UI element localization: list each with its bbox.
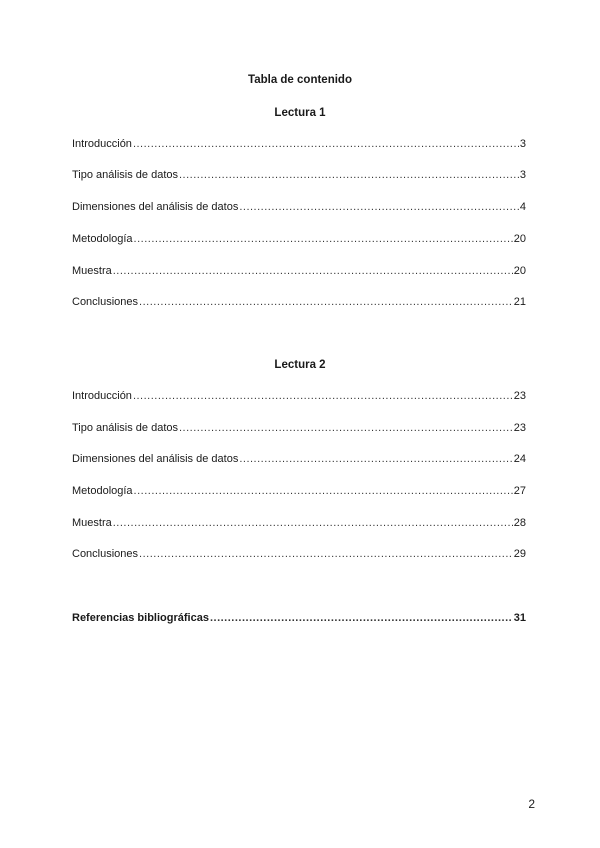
toc-entry-label: Tipo análisis de datos [72,169,178,181]
toc-entry-label: Introducción [72,390,132,402]
toc-entry-label: Referencias bibliográficas [72,612,209,624]
dot-leader [179,169,519,181]
toc-entry-page: 23 [513,422,526,434]
toc-entry-label: Dimensiones del análisis de datos [72,201,239,213]
toc-entry[interactable] [72,138,526,152]
toc-entry-page: 3 [519,169,526,181]
toc-entry-page: 28 [513,517,526,529]
toc-entry-page: 23 [513,390,526,402]
toc-entry[interactable] [72,296,526,310]
toc-entry[interactable] [72,390,526,404]
page-number: 2 [528,797,535,811]
toc-entry[interactable] [72,517,526,531]
toc-entry-label: Dimensiones del análisis de datos [72,453,239,465]
dot-leader [179,422,513,434]
toc-entry-references[interactable] [72,612,526,626]
toc-entry-label: Conclusiones [72,548,139,560]
dot-leader [113,517,513,529]
toc-entry-page: 3 [519,138,526,150]
toc-entry-page: 20 [513,233,526,245]
toc-entry-page: 29 [513,548,526,560]
toc-entry[interactable] [72,201,526,215]
toc-entry-label: Tipo análisis de datos [72,422,178,434]
dot-leader [133,390,513,402]
toc-entry-page: 27 [513,485,526,497]
toc-entry[interactable] [72,548,526,562]
toc-title: Tabla de contenido [248,74,352,86]
dot-leader [134,233,513,245]
toc-entry[interactable] [72,422,526,436]
toc-entry-label: Conclusiones [72,296,139,308]
toc-entry-label: Metodología [72,233,133,245]
toc-entry[interactable] [72,485,526,499]
toc-entry[interactable] [72,453,526,467]
toc-entry[interactable] [72,233,526,247]
toc-entry-label: Muestra [72,265,112,277]
dot-leader [113,265,513,277]
toc-entry-label: Introducción [72,138,132,150]
toc-entry-page: 4 [519,201,526,213]
dot-leader [139,296,513,308]
toc-entry-page: 20 [513,265,526,277]
dot-leader [134,485,513,497]
toc-entry-label: Muestra [72,517,112,529]
toc-entry-page: 31 [513,612,526,624]
dot-leader [133,138,519,150]
dot-leader [239,201,519,213]
section-heading-lectura-1: Lectura 1 [274,107,326,119]
toc-entry[interactable] [72,169,526,183]
dot-leader [239,453,512,465]
toc-entry-label: Metodología [72,485,133,497]
dot-leader [210,612,513,624]
toc-entry[interactable] [72,265,526,279]
toc-entry-page: 24 [513,453,526,465]
dot-leader [139,548,513,560]
section-heading-lectura-2: Lectura 2 [274,359,326,371]
toc-entry-page: 21 [513,296,526,308]
